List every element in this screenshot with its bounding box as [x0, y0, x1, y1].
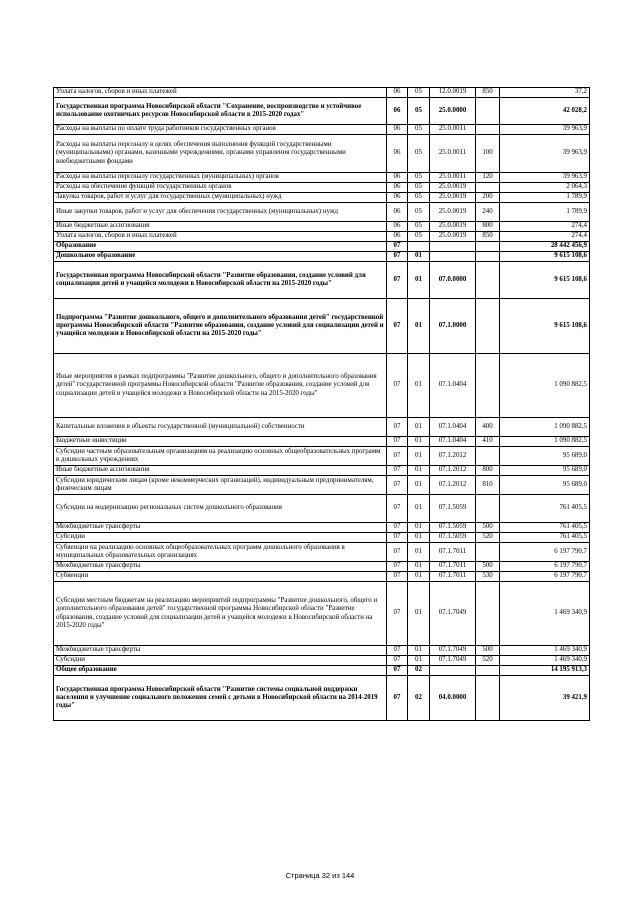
- table-row: [54, 572, 590, 582]
- expense-type-code: 850: [476, 88, 500, 98]
- table-row: [54, 135, 590, 173]
- target-article-code: 07.0.0000: [430, 262, 476, 299]
- row-name: Расходы на выплаты персоналу государственных (муниципальных) органов: [54, 173, 387, 183]
- section-code: 07: [387, 495, 408, 523]
- row-name: Подпрограмма "Развитие дошкольного, общего и дополнительного образования детей" государственной программы Новосибирской области "Развитие образования, создание условий для социализации детей и учащейся молодежи в Новосибирской области на 2015-2020 годы": [54, 299, 387, 354]
- subsection-code: 05: [408, 98, 430, 125]
- target-article-code: 07.1.7011: [430, 543, 476, 562]
- expense-type-code: [476, 495, 500, 523]
- section-code: 06: [387, 193, 408, 203]
- table-row: [54, 252, 590, 262]
- expense-type-code: 100: [476, 135, 500, 173]
- table-row: [54, 676, 590, 721]
- amount: 1 090 882,5: [500, 437, 590, 447]
- target-article-code: 25.0.0019: [430, 193, 476, 203]
- expense-type-code: 500: [476, 562, 500, 572]
- table-row: [54, 193, 590, 203]
- expense-type-code: [476, 183, 500, 193]
- table-row: [54, 437, 590, 447]
- expense-type-code: [476, 543, 500, 562]
- row-name: Уплата налогов, сборов и иных платежей: [54, 232, 387, 242]
- row-name: Расходы на выплаты персоналу в целях обеспечения выполнения функций государственными (муниципальными) органами, казенными учреждениями, органами управления государственными внебюджетными фондами: [54, 135, 387, 173]
- amount: 1 469 340,9: [500, 656, 590, 666]
- table-row: [54, 646, 590, 656]
- section-code: 07: [387, 476, 408, 495]
- amount: 39 421,9: [500, 676, 590, 721]
- subsection-code: 05: [408, 222, 430, 232]
- row-name: Субсидии на модернизацию региональных систем дошкольного образования: [54, 495, 387, 523]
- subsection-code: 01: [408, 533, 430, 543]
- amount: 1 469 340,9: [500, 582, 590, 646]
- subsection-code: 01: [408, 656, 430, 666]
- amount: 42 028,2: [500, 98, 590, 125]
- row-name: Субвенции на реализацию основных общеобразовательных программ дошкольного образования в муниципальных образовательных организациях: [54, 543, 387, 562]
- amount: 274,4: [500, 222, 590, 232]
- row-name: Субсидии: [54, 533, 387, 543]
- subsection-code: 01: [408, 523, 430, 533]
- amount: 6 197 790,7: [500, 543, 590, 562]
- target-article-code: 07.1.5059: [430, 495, 476, 523]
- amount: 761 405,5: [500, 495, 590, 523]
- amount: 274,4: [500, 232, 590, 242]
- amount: 39 963,9: [500, 135, 590, 173]
- subsection-code: 01: [408, 543, 430, 562]
- expense-type-code: [476, 666, 500, 676]
- table-row: [54, 543, 590, 562]
- subsection-code: 05: [408, 183, 430, 193]
- section-code: 06: [387, 222, 408, 232]
- section-code: 07: [387, 646, 408, 656]
- expense-type-code: [476, 582, 500, 646]
- target-article-code: 07.1.5059: [430, 533, 476, 543]
- table-row: [54, 666, 590, 676]
- row-name: Субвенции: [54, 572, 387, 582]
- expense-type-code: 530: [476, 572, 500, 582]
- section-code: 07: [387, 252, 408, 262]
- amount: 1 789,9: [500, 203, 590, 222]
- subsection-code: 01: [408, 646, 430, 656]
- amount: 9 615 108,6: [500, 262, 590, 299]
- expense-type-code: [476, 354, 500, 418]
- subsection-code: 01: [408, 495, 430, 523]
- table-row: [54, 447, 590, 466]
- target-article-code: 07.1.7049: [430, 582, 476, 646]
- expense-type-code: 800: [476, 222, 500, 232]
- section-code: 07: [387, 418, 408, 437]
- table-row: [54, 98, 590, 125]
- row-name: Образование: [54, 242, 387, 252]
- subsection-code: 01: [408, 582, 430, 646]
- subsection-code: 01: [408, 562, 430, 572]
- expense-type-code: 200: [476, 193, 500, 203]
- table-row: [54, 656, 590, 666]
- target-article-code: 25.0.0011: [430, 135, 476, 173]
- row-name: Расходы на выплаты по оплате труда работников государственных органов: [54, 125, 387, 135]
- target-article-code: 25.0.0011: [430, 125, 476, 135]
- section-code: 06: [387, 125, 408, 135]
- table-row: [54, 418, 590, 437]
- amount: 9 615 108,6: [500, 299, 590, 354]
- expense-type-code: [476, 242, 500, 252]
- subsection-code: 05: [408, 173, 430, 183]
- subsection-code: 01: [408, 252, 430, 262]
- row-name: Общее образование: [54, 666, 387, 676]
- row-name: Межбюджетные трансферты: [54, 646, 387, 656]
- row-name: Иные закупки товаров, работ и услуг для обеспечения государственных (муниципальных) нужд: [54, 203, 387, 222]
- section-code: 06: [387, 203, 408, 222]
- expense-type-code: 520: [476, 533, 500, 543]
- expense-type-code: 810: [476, 476, 500, 495]
- expense-type-code: 800: [476, 466, 500, 476]
- section-code: 06: [387, 98, 408, 125]
- budget-table-container: [53, 87, 589, 721]
- table-row: [54, 125, 590, 135]
- section-code: 07: [387, 533, 408, 543]
- target-article-code: 07.1.7011: [430, 562, 476, 572]
- amount: 1 469 340,9: [500, 646, 590, 656]
- table-row: [54, 183, 590, 193]
- section-code: 06: [387, 173, 408, 183]
- target-article-code: 25.0.0011: [430, 173, 476, 183]
- target-article-code: 04.0.0000: [430, 676, 476, 721]
- expense-type-code: [476, 676, 500, 721]
- target-article-code: 25.0.0019: [430, 203, 476, 222]
- section-code: 06: [387, 135, 408, 173]
- target-article-code: 07.1.0000: [430, 299, 476, 354]
- expense-type-code: 520: [476, 656, 500, 666]
- target-article-code: 07.1.5059: [430, 523, 476, 533]
- expense-type-code: 850: [476, 232, 500, 242]
- target-article-code: 12.0.0019: [430, 88, 476, 98]
- row-name: Межбюджетные трансферты: [54, 523, 387, 533]
- amount: 95 689,0: [500, 466, 590, 476]
- expense-type-code: [476, 252, 500, 262]
- target-article-code: 25.0.0019: [430, 222, 476, 232]
- row-name: Дошкольное образование: [54, 252, 387, 262]
- target-article-code: 07.1.0404: [430, 418, 476, 437]
- amount: 95 689,0: [500, 476, 590, 495]
- row-name: Государственная программа Новосибирской области "Сохранение, воспроизводство и устойчивое использование охотничьих ресурсов Новосибирской области в 2015-2020 годах": [54, 98, 387, 125]
- amount: 95 689,0: [500, 447, 590, 466]
- section-code: 07: [387, 447, 408, 466]
- target-article-code: 07.1.0404: [430, 354, 476, 418]
- expense-type-code: [476, 125, 500, 135]
- target-article-code: 25.0.0019: [430, 183, 476, 193]
- subsection-code: [408, 242, 430, 252]
- section-code: 06: [387, 232, 408, 242]
- target-article-code: 07.1.2012: [430, 466, 476, 476]
- expense-type-code: 240: [476, 203, 500, 222]
- table-row: [54, 242, 590, 252]
- section-code: 07: [387, 466, 408, 476]
- expense-type-code: [476, 299, 500, 354]
- expense-type-code: 410: [476, 437, 500, 447]
- table-row: [54, 466, 590, 476]
- table-row: [54, 299, 590, 354]
- expense-type-code: 500: [476, 646, 500, 656]
- table-row: [54, 562, 590, 572]
- subsection-code: 01: [408, 572, 430, 582]
- section-code: 07: [387, 676, 408, 721]
- subsection-code: 05: [408, 135, 430, 173]
- table-row: [54, 495, 590, 523]
- amount: 1 090 882,5: [500, 354, 590, 418]
- subsection-code: 05: [408, 203, 430, 222]
- row-name: Уплата налогов, сборов и иных платежей: [54, 88, 387, 98]
- section-code: 07: [387, 562, 408, 572]
- amount: 1 090 882,5: [500, 418, 590, 437]
- subsection-code: 05: [408, 88, 430, 98]
- subsection-code: 01: [408, 466, 430, 476]
- amount: 37,2: [500, 88, 590, 98]
- section-code: 06: [387, 88, 408, 98]
- expense-type-code: 120: [476, 173, 500, 183]
- target-article-code: 07.1.7049: [430, 646, 476, 656]
- section-code: 07: [387, 543, 408, 562]
- amount: 761 405,5: [500, 533, 590, 543]
- page-number: Страница 32 из 144: [285, 871, 355, 880]
- target-article-code: 07.1.0404: [430, 437, 476, 447]
- section-code: 06: [387, 183, 408, 193]
- table-row: [54, 232, 590, 242]
- section-code: 07: [387, 523, 408, 533]
- target-article-code: 25.0.0000: [430, 98, 476, 125]
- target-article-code: [430, 666, 476, 676]
- table-row: [54, 533, 590, 543]
- row-name: Иные мероприятия в рамках подпрограммы "Развитие дошкольного, общего и дополнительного образования детей" государственной программы Новосибирской области "Развитие образования, создание условий для социализации детей и учащейся молодежи в Новосибирской области на 2015-2020 годы": [54, 354, 387, 418]
- row-name: Субсидии юридическим лицам (кроме некоммерческих организаций), индивидуальным предпринимателям, физическим лицам: [54, 476, 387, 495]
- section-code: 07: [387, 656, 408, 666]
- subsection-code: 01: [408, 354, 430, 418]
- subsection-code: 05: [408, 125, 430, 135]
- section-code: 07: [387, 299, 408, 354]
- subsection-code: 01: [408, 476, 430, 495]
- amount: 6 197 790,7: [500, 562, 590, 572]
- table-row: [54, 203, 590, 222]
- target-article-code: 07.1.7011: [430, 572, 476, 582]
- expense-type-code: [476, 262, 500, 299]
- amount: 1 789,9: [500, 193, 590, 203]
- target-article-code: 25.0.0019: [430, 232, 476, 242]
- subsection-code: 01: [408, 299, 430, 354]
- target-article-code: [430, 252, 476, 262]
- row-name: Субсидии местным бюджетам на реализацию мероприятий подпрограммы "Развитие дошкольного, общего и дополнительного образования детей" государственной программы Новосибирской области "Развитие образования, создание условий для социализации детей и учащейся молодежи в Новосибирской области на 2015-2020 годы": [54, 582, 387, 646]
- row-name: Расходы на обеспечение функций государственных органов: [54, 183, 387, 193]
- section-code: 07: [387, 572, 408, 582]
- subsection-code: 01: [408, 437, 430, 447]
- row-name: Межбюджетные трансферты: [54, 562, 387, 572]
- amount: 9 615 108,6: [500, 252, 590, 262]
- table-row: [54, 523, 590, 533]
- section-code: 07: [387, 262, 408, 299]
- target-article-code: 07.1.7049: [430, 656, 476, 666]
- row-name: Субсидии: [54, 656, 387, 666]
- subsection-code: 01: [408, 418, 430, 437]
- table-row: [54, 173, 590, 183]
- subsection-code: 01: [408, 262, 430, 299]
- section-code: 07: [387, 666, 408, 676]
- target-article-code: [430, 242, 476, 252]
- table-row: [54, 222, 590, 232]
- amount: 761 405,5: [500, 523, 590, 533]
- subsection-code: 05: [408, 232, 430, 242]
- amount: 28 442 456,9: [500, 242, 590, 252]
- table-row: [54, 354, 590, 418]
- expense-type-code: [476, 98, 500, 125]
- row-name: Государственная программа Новосибирской области "Развитие образования, создание условий для социализации детей и учащейся молодежи в Новосибирской области на 2015-2020 годы": [54, 262, 387, 299]
- table-row: [54, 476, 590, 495]
- row-name: Иные бюджетные ассигнования: [54, 466, 387, 476]
- table-row: [54, 262, 590, 299]
- table-row: [54, 582, 590, 646]
- row-name: Государственная программа Новосибирской области "Развитие системы социальной поддержки населения и улучшение социального положения семей с детьми в Новосибирской области на 2014-2019 годы": [54, 676, 387, 721]
- expense-type-code: 400: [476, 418, 500, 437]
- amount: 14 195 913,3: [500, 666, 590, 676]
- amount: 6 197 790,7: [500, 572, 590, 582]
- table-row: [54, 88, 590, 98]
- row-name: Капитальные вложения в объекты государственной (муниципальной) собственности: [54, 418, 387, 437]
- subsection-code: 02: [408, 676, 430, 721]
- section-code: 07: [387, 582, 408, 646]
- subsection-code: 01: [408, 447, 430, 466]
- expense-type-code: [476, 447, 500, 466]
- row-name: Субсидии частным образовательным организациям на реализацию основных общеобразовательных программ в дошкольных учреждениях: [54, 447, 387, 466]
- row-name: Иные бюджетные ассигнования: [54, 222, 387, 232]
- expense-type-code: 500: [476, 523, 500, 533]
- amount: 2 064,3: [500, 183, 590, 193]
- section-code: 07: [387, 354, 408, 418]
- amount: 39 963,9: [500, 125, 590, 135]
- subsection-code: 05: [408, 193, 430, 203]
- section-code: 07: [387, 242, 408, 252]
- subsection-code: 02: [408, 666, 430, 676]
- section-code: 07: [387, 437, 408, 447]
- amount: 39 963,9: [500, 173, 590, 183]
- budget-table: [53, 87, 590, 721]
- target-article-code: 07.1.2012: [430, 447, 476, 466]
- row-name: Закупка товаров, работ и услуг для государственных (муниципальных) нужд: [54, 193, 387, 203]
- row-name: Бюджетные инвестиции: [54, 437, 387, 447]
- target-article-code: 07.1.2012: [430, 476, 476, 495]
